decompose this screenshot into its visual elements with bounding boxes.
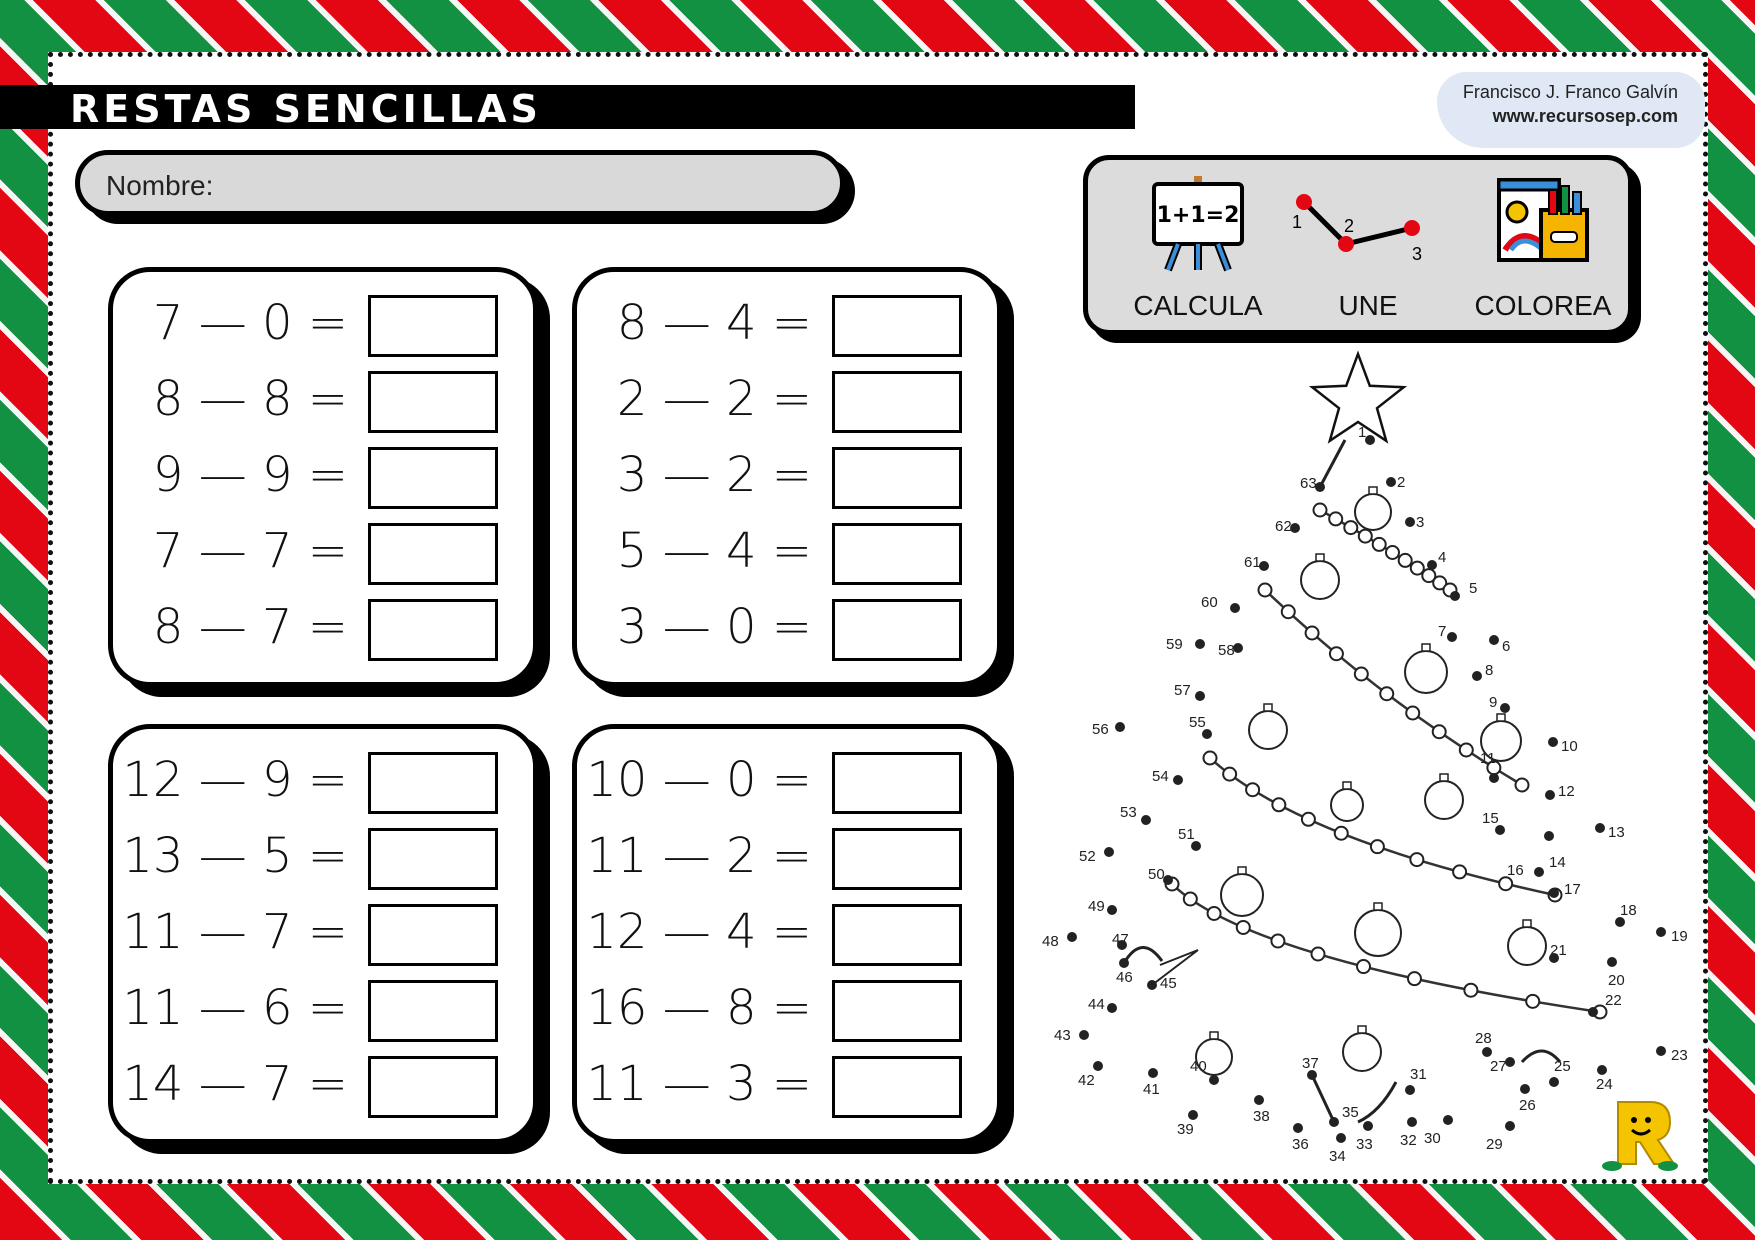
subtraction-expression: 11 — 6 = xyxy=(122,980,348,1036)
ornament-cap xyxy=(1440,774,1448,781)
dot-number: 12 xyxy=(1558,783,1575,800)
ornament xyxy=(1331,789,1363,821)
dot xyxy=(1545,790,1555,800)
subtraction-expression: 11 — 2 = xyxy=(586,828,812,884)
dot xyxy=(1447,632,1457,642)
ornament-cap xyxy=(1358,1026,1366,1033)
subtraction-expression: 9 — 9 = xyxy=(152,447,348,503)
dot-number: 52 xyxy=(1079,848,1096,865)
dot xyxy=(1104,847,1114,857)
garland-bead xyxy=(1223,768,1236,781)
dot xyxy=(1067,932,1077,942)
ornament xyxy=(1301,561,1339,599)
dot-number: 33 xyxy=(1356,1136,1373,1153)
dot-number: 59 xyxy=(1166,636,1183,653)
ornament xyxy=(1425,781,1463,819)
dot-number: 48 xyxy=(1042,933,1059,950)
garland-bead xyxy=(1526,995,1539,1008)
dot xyxy=(1450,591,1460,601)
une-number: 1 xyxy=(1292,212,1303,232)
garland-bead xyxy=(1271,934,1284,947)
dot-number: 11 xyxy=(1480,750,1496,767)
dot xyxy=(1549,1077,1559,1087)
garland-bead xyxy=(1312,948,1325,961)
subtraction-expression: 11 — 7 = xyxy=(122,904,348,960)
dot xyxy=(1588,1007,1598,1017)
ornament-cap xyxy=(1238,867,1246,874)
dot-number: 5 xyxy=(1469,580,1478,597)
dot-number: 30 xyxy=(1424,1130,1441,1147)
dot-number: 26 xyxy=(1519,1097,1536,1114)
garland-bead xyxy=(1357,960,1370,973)
dot xyxy=(1148,1068,1158,1078)
dot-number: 22 xyxy=(1605,992,1622,1009)
page-title: RESTAS SENCILLAS xyxy=(70,87,542,131)
garland-bead xyxy=(1330,647,1343,660)
garland-bead xyxy=(1373,538,1386,551)
dot xyxy=(1500,703,1510,713)
dot-number: 40 xyxy=(1190,1058,1207,1075)
name-label: Nombre: xyxy=(106,170,214,201)
dot-number: 31 xyxy=(1410,1066,1427,1083)
dot-number: 49 xyxy=(1088,898,1105,915)
mascot-icon xyxy=(1598,1096,1682,1172)
dot xyxy=(1482,1047,1492,1057)
subtraction-expression: 10 — 0 = xyxy=(586,752,812,808)
dot xyxy=(1195,639,1205,649)
subtraction-expression: 12 — 9 = xyxy=(122,752,348,808)
garland-bead xyxy=(1344,521,1357,534)
dot-number: 24 xyxy=(1596,1076,1613,1093)
subtraction-expression: 8 — 7 = xyxy=(152,599,348,655)
garland-bead xyxy=(1499,877,1512,890)
dot-number: 7 xyxy=(1438,623,1447,640)
dot-number: 15 xyxy=(1482,810,1499,827)
garland-bead xyxy=(1237,921,1250,934)
ornament-cap xyxy=(1374,903,1382,910)
legend-label-colorea: COLOREA xyxy=(1474,290,1612,321)
dot-number: 57 xyxy=(1174,682,1191,699)
garland-bead xyxy=(1355,668,1368,681)
board-text: 1+1=2 xyxy=(1156,203,1240,228)
tree-outline xyxy=(1358,1082,1396,1122)
subtraction-expression: 7 — 0 = xyxy=(152,295,348,351)
dot-number: 61 xyxy=(1244,554,1261,571)
garland-bead xyxy=(1399,554,1412,567)
garland-bead xyxy=(1460,744,1473,757)
dot-number: 56 xyxy=(1092,721,1109,738)
dot-number: 21 xyxy=(1550,942,1567,959)
dot xyxy=(1188,1110,1198,1120)
garland-bead xyxy=(1464,984,1477,997)
ornament-cap xyxy=(1316,554,1324,561)
garland-bead xyxy=(1272,798,1285,811)
author-credit: Francisco J. Franco Galvín xyxy=(1462,82,1678,102)
dot-number: 60 xyxy=(1201,594,1218,611)
dot-number: 6 xyxy=(1502,638,1511,655)
dot xyxy=(1195,691,1205,701)
garland-bead xyxy=(1516,779,1529,792)
dot-number: 55 xyxy=(1189,714,1206,731)
dot xyxy=(1595,823,1605,833)
dot-number: 28 xyxy=(1475,1030,1492,1047)
ornament-cap xyxy=(1210,1032,1218,1039)
tree-outline xyxy=(1124,947,1162,963)
dot-number: 50 xyxy=(1148,866,1165,883)
dot-number: 8 xyxy=(1485,662,1494,679)
dot xyxy=(1363,1121,1373,1131)
garland-bead xyxy=(1208,907,1221,920)
dot xyxy=(1597,1065,1607,1075)
dot xyxy=(1093,1061,1103,1071)
dot xyxy=(1427,560,1437,570)
dot xyxy=(1656,927,1666,937)
garland-bead xyxy=(1259,584,1272,597)
dot xyxy=(1549,888,1559,898)
dot-number: 39 xyxy=(1177,1121,1194,1138)
dot-number: 42 xyxy=(1078,1072,1095,1089)
dot xyxy=(1209,1075,1219,1085)
une-number: 2 xyxy=(1344,216,1355,236)
dot-number: 19 xyxy=(1671,928,1688,945)
ornament xyxy=(1355,494,1391,530)
garland-bead xyxy=(1406,707,1419,720)
dot xyxy=(1407,1117,1417,1127)
ornament-cap xyxy=(1369,487,1377,494)
dot-number: 44 xyxy=(1088,996,1105,1013)
ornament xyxy=(1405,651,1447,693)
legend-label-une: UNE xyxy=(1338,290,1398,321)
dot xyxy=(1548,737,1558,747)
garland-bead xyxy=(1408,972,1421,985)
dot xyxy=(1107,905,1117,915)
subtraction-expression: 13 — 5 = xyxy=(122,828,348,884)
dot xyxy=(1489,635,1499,645)
dot xyxy=(1336,1133,1346,1143)
dot-number: 47 xyxy=(1112,931,1129,948)
dot-number: 51 xyxy=(1178,826,1195,843)
dot-number: 53 xyxy=(1120,804,1137,821)
dot-number: 43 xyxy=(1054,1027,1071,1044)
dot-number: 16 xyxy=(1507,862,1524,879)
garland-bead xyxy=(1453,865,1466,878)
dot-number: 29 xyxy=(1486,1136,1503,1153)
dot xyxy=(1173,775,1183,785)
garland-bead xyxy=(1380,687,1393,700)
garland-bead xyxy=(1204,752,1217,765)
ornament-cap xyxy=(1343,782,1351,789)
dot-number: 4 xyxy=(1438,549,1447,566)
dot-number: 45 xyxy=(1160,975,1177,992)
ornament xyxy=(1249,711,1287,749)
dot xyxy=(1489,773,1499,783)
garland-bead xyxy=(1371,840,1384,853)
dot xyxy=(1405,1085,1415,1095)
dot-number: 1 xyxy=(1358,424,1367,441)
garland-bead xyxy=(1386,546,1399,559)
dot xyxy=(1472,671,1482,681)
ornament xyxy=(1355,910,1401,956)
dot-number: 23 xyxy=(1671,1047,1688,1064)
dot xyxy=(1405,517,1415,527)
ornament-cap xyxy=(1497,714,1505,721)
garland-bead xyxy=(1302,813,1315,826)
legend-label-calcula: CALCULA xyxy=(1133,290,1263,321)
dot xyxy=(1254,1095,1264,1105)
dot-number: 32 xyxy=(1400,1132,1417,1149)
subtraction-expression: 8 — 4 = xyxy=(616,295,812,351)
dot-number: 27 xyxy=(1490,1058,1507,1075)
dot xyxy=(1293,1123,1303,1133)
dot-number: 54 xyxy=(1152,768,1169,785)
dot-number: 2 xyxy=(1397,474,1406,491)
garland-bead xyxy=(1282,605,1295,618)
dot-number: 46 xyxy=(1116,969,1133,986)
dot-number: 3 xyxy=(1416,514,1425,531)
dot-number: 18 xyxy=(1620,902,1637,919)
dot xyxy=(1607,957,1617,967)
dot xyxy=(1520,1084,1530,1094)
dot xyxy=(1534,867,1544,877)
subtraction-expression: 11 — 3 = xyxy=(586,1056,812,1112)
dot xyxy=(1230,603,1240,613)
dot-number: 34 xyxy=(1329,1148,1346,1165)
dot xyxy=(1544,831,1554,841)
subtraction-expression: 3 — 2 = xyxy=(616,447,812,503)
dot-number: 62 xyxy=(1275,518,1292,535)
subtraction-expression: 16 — 8 = xyxy=(586,980,812,1036)
ornament-cap xyxy=(1264,704,1272,711)
dot-number: 13 xyxy=(1608,824,1625,841)
garland-bead xyxy=(1411,562,1424,575)
dot xyxy=(1115,722,1125,732)
dot xyxy=(1107,1003,1117,1013)
website-credit: www.recursosep.com xyxy=(1492,106,1678,126)
dot xyxy=(1386,477,1396,487)
dot-number: 63 xyxy=(1300,475,1317,492)
ornament xyxy=(1508,927,1546,965)
dot xyxy=(1079,1030,1089,1040)
dot-number: 41 xyxy=(1143,1081,1160,1098)
ornament xyxy=(1221,874,1263,916)
ornament-cap xyxy=(1422,644,1430,651)
dot xyxy=(1147,980,1157,990)
garland-bead xyxy=(1306,627,1319,640)
dot xyxy=(1119,958,1129,968)
dot xyxy=(1443,1115,1453,1125)
ornament xyxy=(1343,1033,1381,1071)
tree-outline xyxy=(1312,1075,1334,1122)
dot-number: 35 xyxy=(1342,1104,1359,1121)
subtraction-expression: 8 — 8 = xyxy=(152,371,348,427)
garland-bead xyxy=(1359,530,1372,543)
garland-bead xyxy=(1335,827,1348,840)
subtraction-expression: 12 — 4 = xyxy=(586,904,812,960)
garland-bead xyxy=(1184,892,1197,905)
dot xyxy=(1365,435,1375,445)
dot-number: 25 xyxy=(1554,1058,1571,1075)
dot xyxy=(1656,1046,1666,1056)
garland-bead xyxy=(1314,504,1327,517)
dot xyxy=(1329,1117,1339,1127)
dot-number: 38 xyxy=(1253,1108,1270,1125)
dot xyxy=(1141,815,1151,825)
garland-bead xyxy=(1329,512,1342,525)
dot-number: 9 xyxy=(1489,694,1498,711)
subtraction-expression: 3 — 0 = xyxy=(616,599,812,655)
subtraction-expression: 5 — 4 = xyxy=(616,523,812,579)
dot-number: 17 xyxy=(1564,881,1581,898)
ornament-cap xyxy=(1523,920,1531,927)
garland-bead xyxy=(1433,725,1446,738)
subtraction-expression: 14 — 7 = xyxy=(122,1056,348,1112)
garland-bead xyxy=(1410,853,1423,866)
dot-number: 14 xyxy=(1549,854,1566,871)
dot-number: 10 xyxy=(1561,738,1578,755)
dot xyxy=(1505,1121,1515,1131)
subtraction-expression: 2 — 2 = xyxy=(616,371,812,427)
une-number: 3 xyxy=(1412,244,1423,264)
dot-number: 58 xyxy=(1218,642,1235,659)
dot-number: 37 xyxy=(1302,1055,1319,1072)
tree-outline xyxy=(1320,440,1345,487)
garland-bead xyxy=(1246,783,1259,796)
dot-number: 36 xyxy=(1292,1136,1309,1153)
dot-number: 20 xyxy=(1608,972,1625,989)
subtraction-expression: 7 — 7 = xyxy=(152,523,348,579)
